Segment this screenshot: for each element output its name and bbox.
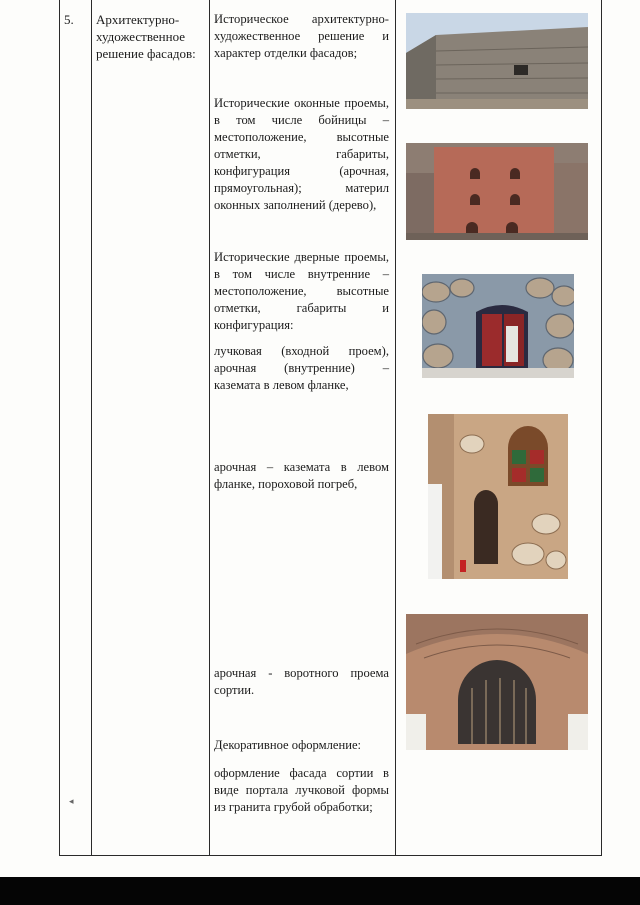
photo-brick-windows — [406, 143, 588, 240]
table-border-right — [601, 0, 602, 856]
paragraph-decorative-heading: Декоративное оформление: — [214, 738, 362, 752]
photo-stone-facade — [406, 13, 588, 109]
paragraph-arched-gate: арочная - воротного проема сортии. — [214, 666, 389, 697]
photo-entrance-door — [422, 274, 574, 378]
photo-gate-passage — [406, 614, 588, 750]
row-title: Архитектурно-художественное решение фасадов: — [96, 12, 196, 61]
paragraph-facade-decoration: Историческое архитектурно-художественное решение и характер отделки фасадов; — [214, 12, 389, 60]
table-border-text — [395, 0, 396, 856]
paragraph-decorative-portal: оформление фасада сортии в виде портала лучковой формы из гранита грубой обработки; — [214, 766, 389, 814]
paragraph-window-openings: Исторические оконные проемы, в том числе бойницы – местоположение, высотные отметки, габариты, конфигурация (арочная, прямоугольная); материл оконных заполнений (дерево), — [214, 96, 389, 212]
table-border-left — [59, 0, 60, 856]
paragraph-segmental-arched: лучковая (входной проем), арочная (внутренние) – каземата в левом фланке, — [214, 344, 389, 392]
paragraph-door-openings: Исторические дверные проемы, в том числе внутренние – местоположение, высотные отметки, габариты и конфигурация: — [214, 250, 389, 332]
row-number: 5. — [64, 12, 74, 27]
table-border-bottom — [59, 855, 602, 856]
scan-bottom-edge — [0, 877, 640, 905]
table-border-title — [209, 0, 210, 856]
table-border-num — [91, 0, 92, 856]
paragraph-arched-casemate: арочная – каземата в левом фланке, пороховой погреб, — [214, 460, 389, 491]
margin-mark: ◂ — [69, 796, 74, 806]
photo-interior-arch — [428, 414, 568, 579]
